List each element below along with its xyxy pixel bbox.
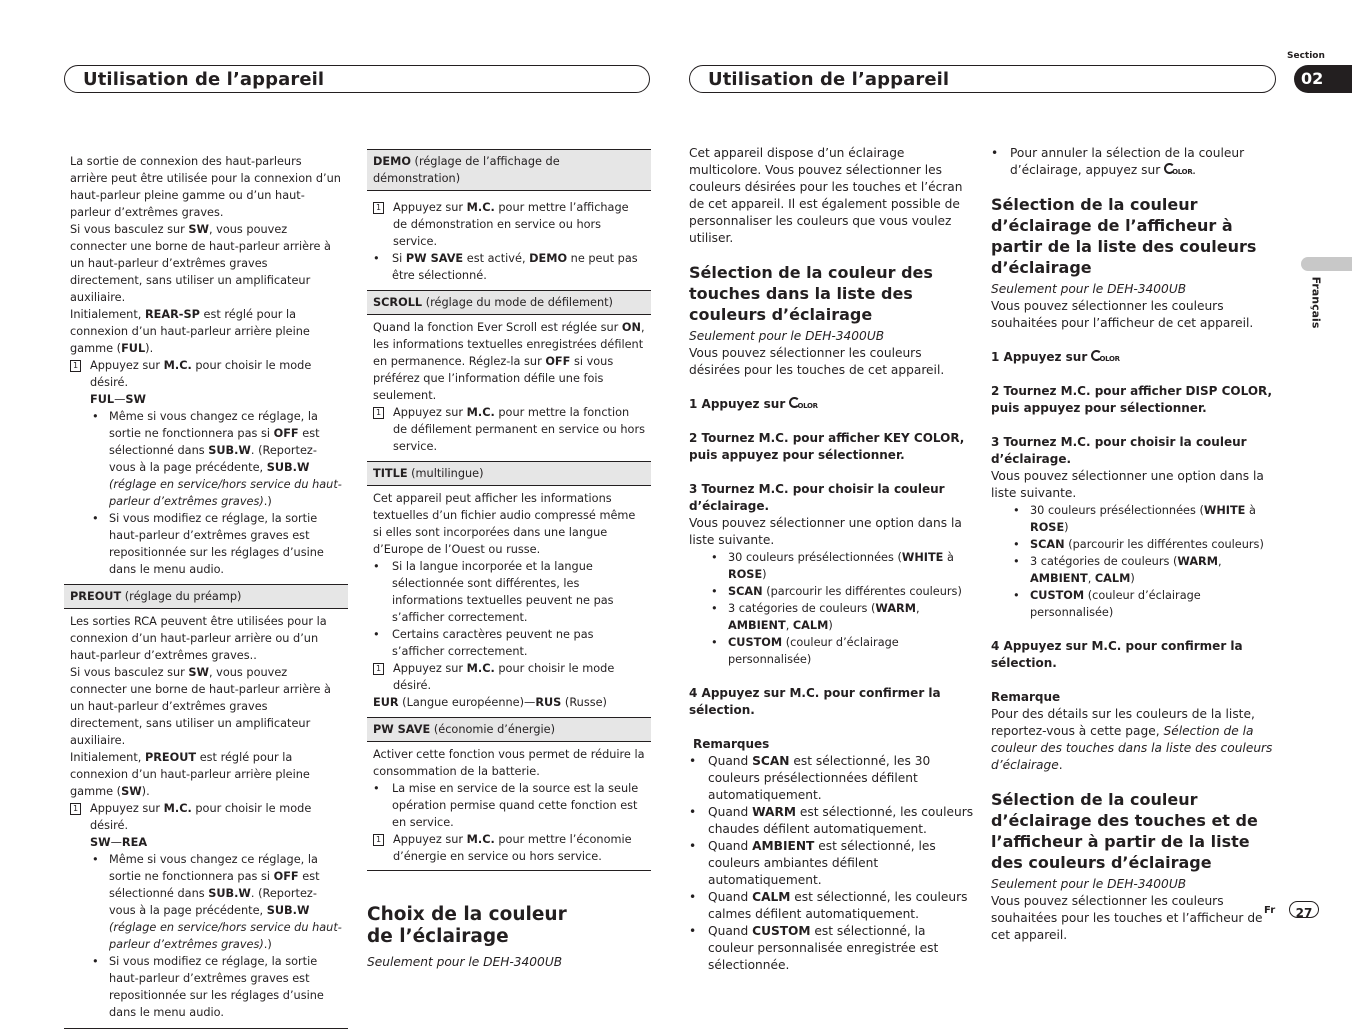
keys-disp-desc: Vous pouvez sélectionner les couleurs souhaitées pour les touches et l’afficheur de cet appareil.: [991, 894, 1263, 942]
rear-sp-step: 1 Appuyez sur M.C. pour choisir le mode désiré.: [70, 357, 342, 391]
scroll-body: [367, 315, 651, 459]
key-color-heading: Sélection de la couleur des touches dans la liste des couleurs d’éclairage: [689, 263, 933, 324]
preout-step: 1 Appuyez sur M.C. pour choisir le mode désiré.: [70, 800, 342, 834]
demo-body: [367, 191, 651, 288]
remark-item: • Quand CUSTOM est sélectionné, la couleur personnalisée enregistrée est sélectionnée.: [689, 924, 939, 972]
rear-sp-default: Initialement, REAR-SP est réglé pour la connexion d’un haut-parleur arrière pleine gamme (FUL).: [70, 308, 310, 355]
demo-step: 1 Appuyez sur M.C. pour mettre l’affichage de démonstration en service ou hors service.: [373, 199, 645, 250]
option-item: • CUSTOM (couleur d’éclairage personnalisée): [1013, 589, 1201, 619]
right-section-header: [689, 65, 1276, 93]
pw-save-bar: PW SAVE (économie d’énergie): [367, 717, 651, 742]
title-step: 1 Appuyez sur M.C. pour choisir le mode désiré.: [373, 660, 645, 694]
title-bullet: • Si la langue incorporée et la langue sélectionnée sont différentes, les informations textuelles peuvent ne pas s’afficher correctement.: [373, 560, 614, 624]
title-bar: TITLE (multilingue): [367, 461, 651, 486]
rear-sp-bullet: • Si vous modifiez ce réglage, la sortie haut-parleur d’extrêmes graves est repositionnée sur les réglages d’usine dans le menu audio.: [92, 512, 324, 576]
page-language: Fr: [1264, 905, 1276, 916]
keys-disp-subtitle: Seulement pour le DEH-3400UB: [991, 877, 1187, 891]
key-color-step-3-desc: Vous pouvez sélectionner une option dans la liste suivante.: [689, 516, 962, 547]
column-4: [991, 145, 1277, 944]
pw-save-bullet: • La mise en service de la source est la seule opération permise quand cette fonction est en service.: [373, 782, 639, 829]
title-bullet: • Certains caractères peuvent ne pas s’afficher correctement.: [373, 628, 594, 658]
keys-disp-heading: Sélection de la couleur d’éclairage des touches et de l’afficheur à partir de la liste des couleurs d’éclairage: [991, 790, 1258, 872]
pw-save-body: [367, 742, 651, 869]
color-button-icon: OLOR: [1091, 350, 1119, 362]
scroll-step: 1 Appuyez sur M.C. pour mettre la fonction de défilement permanent en service ou hors service.: [373, 404, 645, 455]
cancel-bullet: • Pour annuler la sélection de la couleur d’éclairage, appuyez sur OLOR .: [991, 146, 1245, 177]
choix-title: Choix de la couleur de l’éclairage: [367, 904, 567, 947]
disp-color-heading: Sélection de la couleur d’éclairage de l’afficheur à partir de la liste des couleurs d’éclairage: [991, 195, 1257, 277]
option-item: • 30 couleurs présélectionnées (WHITE à ROSE): [1013, 504, 1256, 534]
remark-item: • Quand AMBIENT est sélectionné, les couleurs ambiantes défilent automatiquement.: [689, 839, 936, 887]
column-2: [367, 149, 651, 971]
section-number-badge: [1294, 65, 1352, 93]
option-item: • CUSTOM (couleur d’éclairage personnalisée): [711, 636, 899, 666]
page-number: 27: [1295, 906, 1313, 920]
remark-title: Remarque: [991, 690, 1061, 704]
disp-color-step-2: 2 Tournez M.C. pour afficher DISP COLOR, puis appuyez pour sélectionner.: [991, 384, 1273, 415]
demo-bullet: • Si PW SAVE est activé, DEMO ne peut pas être sélectionné.: [373, 252, 638, 282]
section-number: 02: [1301, 69, 1324, 88]
disp-color-desc: Vous pouvez sélectionner les couleurs souhaitées pour l’afficheur de cet appareil.: [991, 299, 1254, 330]
title-modes: EUR (Langue européenne)—RUS (Russe): [373, 696, 607, 709]
column-1: [64, 153, 348, 1029]
pw-save-text: Activer cette fonction vous permet de réduire la consommation de la batterie.: [373, 748, 645, 778]
key-color-options: [689, 549, 974, 668]
disp-color-step-3-desc: Vous pouvez sélectionner une option dans la liste suivante.: [991, 469, 1264, 500]
disp-color-options: [991, 502, 1277, 621]
option-item: • 3 catégories de couleurs (WARM, AMBIENT, CALM): [711, 602, 920, 632]
title-text: Cet appareil peut afficher les informations textuelles d’un fichier audio compressé même si elles sont incorporées dans une langue d’Europe de l’Ouest ou russe.: [373, 492, 636, 556]
option-item: • SCAN (parcourir les différentes couleurs): [711, 585, 962, 598]
key-color-step-2: 2 Tournez M.C. pour afficher KEY COLOR, puis appuyez pour sélectionner.: [689, 431, 965, 462]
preout-intro: Les sorties RCA peuvent être utilisées pour la connexion d’un haut-parleur arrière ou d’un haut-parleur d’extrêmes graves..: [70, 615, 327, 662]
language-tab-label: Français: [1309, 276, 1323, 329]
color-button-icon: OLOR: [789, 397, 817, 409]
preout-modes: SW—REA: [90, 836, 148, 849]
demo-bar: DEMO (réglage de l’affichage de démonstration): [367, 149, 651, 191]
section-label: Section: [1287, 51, 1325, 61]
preout-bullet: • Si vous modifiez ce réglage, la sortie haut-parleur d’extrêmes graves est repositionnée sur les réglages d’usine dans le menu audio.: [92, 955, 324, 1019]
page-number-badge: [1289, 901, 1319, 918]
preout-bullet: • Même si vous changez ce réglage, la sortie ne fonctionnera pas si OFF est sélectionné dans SUB.W. (Reportez-vous à la page précédente, SUB.W (réglage en service/hors service du haut-parleur d’extrêmes graves).): [92, 853, 342, 951]
option-item: • 3 catégories de couleurs (WARM, AMBIENT, CALM): [1013, 555, 1222, 585]
remark-item: • Quand SCAN est sélectionné, les 30 couleurs présélectionnées défilent automatiquement.: [689, 754, 931, 802]
preout-bar: PREOUT (réglage du préamp): [64, 584, 348, 609]
column-2-rule: [367, 870, 651, 871]
disp-color-step-1: 1 Appuyez sur OLOR: [991, 350, 1120, 364]
rear-sp-intro: La sortie de connexion des haut-parleurs arrière peut être utilisée pour la connexion d’un haut-parleur pleine gamme ou d’un haut-parleur d’extrêmes graves.: [70, 155, 341, 219]
remark-item: • Quand WARM est sélectionné, les couleurs chaudes défilent automatiquement.: [689, 805, 974, 836]
rear-sp-modes: FUL—SW: [90, 393, 146, 406]
choix-subtitle: Seulement pour le DEH-3400UB: [367, 955, 563, 969]
pw-save-step: 1 Appuyez sur M.C. pour mettre l’économie d’énergie en service ou hors service.: [373, 831, 645, 865]
rear-sp-bullet: • Même si vous changez ce réglage, la sortie ne fonctionnera pas si OFF est sélectionné dans SUB.W. (Reportez-vous à la page précédente, SUB.W (réglage en service/hors service du haut-parleur d’extrêmes graves).): [92, 410, 342, 508]
right-header-title: Utilisation de l’appareil: [708, 69, 950, 90]
option-item: • 30 couleurs présélectionnées (WHITE à ROSE): [711, 551, 954, 581]
key-color-step-3: 3 Tournez M.C. pour choisir la couleur d’éclairage.: [689, 482, 945, 513]
color-intro: Cet appareil dispose d’un éclairage multicolore. Vous pouvez sélectionner les couleurs désirées pour les touches et l’écran de cet appareil. Il est également possible de personnaliser les couleurs que vous voulez utiliser.: [689, 146, 963, 245]
remarks-title: Remarques: [693, 737, 770, 751]
scroll-text: Quand la fonction Ever Scroll est réglée sur ON, les informations textuelles enregistrées défilent en permanence. Réglez-la sur OFF si vous préférez que l’information défile une fois seulement.: [373, 321, 645, 402]
key-color-subtitle: Seulement pour le DEH-3400UB: [689, 329, 885, 343]
left-section-header: [64, 65, 650, 93]
title-body: [367, 486, 651, 715]
scroll-bar: SCROLL (réglage du mode de défilement): [367, 290, 651, 315]
remark-item: • Quand CALM est sélectionné, les couleurs calmes défilent automatiquement.: [689, 890, 968, 921]
disp-color-step-4: 4 Appuyez sur M.C. pour confirmer la sélection.: [991, 639, 1243, 670]
left-header-title: Utilisation de l’appareil: [83, 69, 325, 90]
remark-text: Pour des détails sur les couleurs de la liste, reportez-vous à cette page, Sélection de la couleur des touches dans la liste des couleurs d’éclairage.: [991, 707, 1273, 772]
rear-sp-sw-text: Si vous basculez sur SW, vous pouvez connecter une borne de haut-parleur arrière à un haut-parleur d’extrêmes graves directement, sans utiliser un amplificateur auxiliaire.: [70, 223, 331, 304]
preout-default: Initialement, PREOUT est réglé pour la connexion d’un haut-parleur arrière pleine gamme (SW).: [70, 751, 310, 798]
key-color-desc: Vous pouvez sélectionner les couleurs désirées pour les touches de cet appareil.: [689, 346, 945, 377]
disp-color-subtitle: Seulement pour le DEH-3400UB: [991, 282, 1187, 296]
column-3: [689, 145, 974, 974]
disp-color-step-3: 3 Tournez M.C. pour choisir la couleur d’éclairage.: [991, 435, 1247, 466]
color-button-icon: OLOR: [1164, 163, 1192, 175]
preout-body: [64, 609, 348, 1025]
key-color-step-4: 4 Appuyez sur M.C. pour confirmer la sélection.: [689, 686, 941, 717]
option-item: • SCAN (parcourir les différentes couleurs): [1013, 538, 1264, 551]
preout-sw-text: Si vous basculez sur SW, vous pouvez connecter une borne de haut-parleur arrière à un haut-parleur d’extrêmes graves directement, sans utiliser un amplificateur auxiliaire.: [70, 666, 331, 747]
key-color-step-1: 1 Appuyez sur OLOR: [689, 397, 818, 411]
